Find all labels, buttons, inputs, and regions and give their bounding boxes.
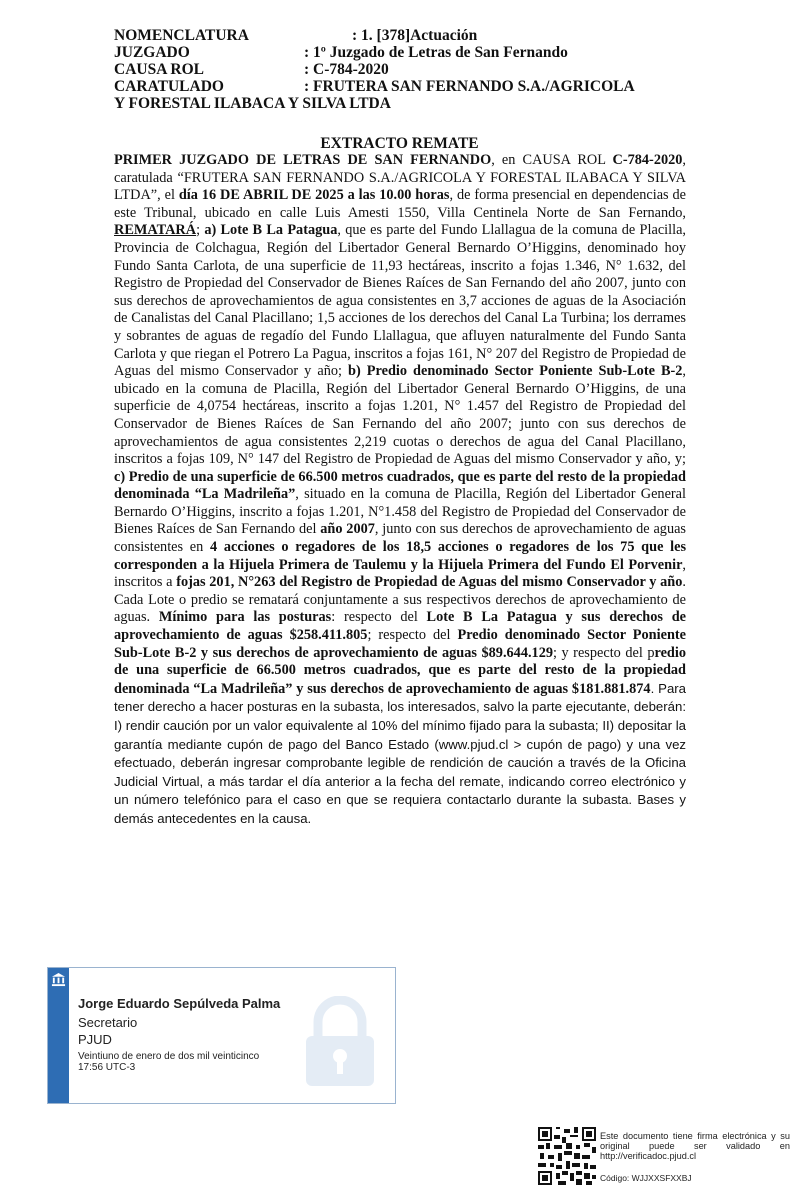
case-header	[114, 27, 694, 112]
verification-code: Código: WJJXXSFXXBJ	[600, 1173, 692, 1183]
extract-body	[114, 152, 686, 829]
text-segment: , junto con sus derechos de aprovechamiento de aguas consistentes en	[114, 521, 686, 556]
minimum-bids-label: Mínimo para las posturas	[158, 609, 332, 626]
signer-role: Secretario	[78, 1015, 138, 1030]
signature-details	[78, 996, 280, 1073]
text-segment: : respecto del	[331, 609, 427, 626]
qr-code-icon	[538, 1127, 596, 1185]
case-rol: C-784-2020	[612, 152, 683, 168]
text-segment: . Cada Lote o predio se rematará conjuntamente a sus respectivos derechos de aprovechamiento de aguas.	[114, 574, 686, 626]
caratulado-continuation: Y FORESTAL ILABACA Y SILVA LTDA	[114, 95, 391, 112]
text-segment: ;	[196, 222, 205, 239]
water-registry: fojas 201, N°263 del Registro de Propiedad de Aguas del mismo Conservador y año	[176, 574, 683, 591]
lot-b-description: , ubicado en la comuna de Placilla, Región del Libertador General Bernardo O’Higgins, de una superficie de 4,0754 hectáreas, inscrito a fojas 1.201, N° 1.457 del Registro de Propiedad del Conservador de Bienes Raíces de San Fernando del año 2007; junto con sus derechos de aprovechamientos de agua consistentes 2,219 cuotas o derechos de agua del Canal Placillano, inscritos a fojas 109, N° 147 del Registro de Propiedad de Aguas del mismo Conservador y año, y;	[114, 363, 686, 468]
water-shares: 4 acciones o regadores de los 18,5 acciones o regadores de los 75 que les corresponden a la Hijuela Primera de Taulemu y la Hijuela Primera del Fundo El Porvenir	[114, 539, 687, 573]
rematara-keyword: REMATARÁ	[114, 222, 197, 239]
document-title: EXTRACTO REMATE	[320, 135, 479, 152]
electronic-signature-box	[47, 967, 396, 1104]
juzgado-value: : 1º Juzgado de Letras de San Fernando	[304, 44, 568, 61]
lot-b-title: b) Predio denominado Sector Poniente Sub-Lote B-2	[348, 363, 683, 380]
text-segment: , de forma presencial en dependencias de este Tribunal, ubicado en calle Luis Amesti 1550, Villa Centinela Norte de San Fernando,	[114, 187, 686, 221]
lock-icon	[300, 996, 380, 1088]
text-segment: ; y respecto del p	[553, 644, 655, 661]
minimum-bid-lot-c: redio de una superficie de 66.500 metros cuadrados, que es parte del resto de la propiedad denominada “La Madrileña” y sus derechos de aprovechamiento de aguas $181.881.874	[114, 644, 687, 697]
minimum-bid-lot-b: Predio denominado Sector Poniente Sub-Lote B-2 y sus derechos de aprovechamiento de aguas $89.644.129	[114, 627, 687, 661]
bidding-conditions: . Para tener derecho a hacer posturas en la subasta, los interesados, salvo la parte ejecutante, deberán: I) rendir caución por un valor equivalente al 10% del mínimo fijado para la subasta; II) depositar la garantía mediante cupón de pago del Banco Estado (www.pjud.cl > cupón de pago) y una vez efectuado, deberán ingresar comprobante legible de rendición de caución a través de la Oficina Judicial Virtual, a más tardar el día anterior a la fecha del remate, indicando correo electrónico y un número telefónico para el caso en que se requiera contactarlo durante la subasta. Bases y demás antecedentes en la causa.	[114, 680, 686, 826]
nomenclatura-label: NOMENCLATURA	[114, 27, 249, 44]
caratulado-value: : FRUTERA SAN FERNANDO S.A./AGRICOLA	[304, 78, 635, 95]
nomenclatura-row	[114, 27, 694, 44]
courthouse-icon	[51, 972, 66, 987]
lot-c-title: c) Predio de una superficie de 66.500 metros cuadrados, que es parte del resto de la propiedad denominada “La Madrileña”	[114, 468, 686, 503]
text-segment: , inscritos a	[114, 556, 686, 591]
lot-a-description: , que es parte del Fundo Llallagua de la comuna de Placilla, Provincia de Colchagua, Región del Libertador General Bernardo O’Higgins, denominado hoy Fundo Santa Carlota, de una superficie de 11,93 hectáreas, inscrito a fojas 1.346, N° 1.632, del Registro de Propiedad del Conservador de Bienes Raíces de San Fernando del año 2007, junto con sus derechos de aprovechamientos de agua consistentes en 3,7 acciones de aguas de la Asociación de Canalistas del Canal Placillano; 1,5 acciones de los derechos del Canal La Turbina; los derrames y sobrantes de aguas de regadío del Fundo Llallagua, que afluyen naturalmente del Fundo Santa Carlota y que riegan el Potrero La Pagua, inscritos a fojas 161, N° 207 del Registro de Propiedad de Aguas del mismo Conservador y año;	[114, 222, 686, 380]
juzgado-row	[114, 44, 694, 61]
caratulado-label: CARATULADO	[114, 78, 224, 95]
auction-date: día 16 DE ABRIL DE 2025 a las 10.00 horas	[178, 187, 450, 204]
verification-notice	[600, 1131, 790, 1183]
text-segment: , caratulada “FRUTERA SAN FERNANDO S.A./AGRICOLA Y FORESTAL ILABACA Y SILVA LTDA”, el	[114, 152, 686, 204]
nomenclatura-value: : 1. [378]Actuación	[352, 27, 478, 44]
signer-org: PJUD	[78, 1032, 112, 1047]
caratulado-row	[114, 78, 694, 95]
text-segment: ; respecto del	[367, 627, 458, 644]
causa-label: CAUSA ROL	[114, 61, 205, 78]
signer-name: Jorge Eduardo Sepúlveda Palma	[78, 996, 281, 1011]
lot-c-description: , situado en la comuna de Placilla, Región del Libertador General Bernardo O’Higgins, inscrito a fojas 1.201, N°1.458 del Registro de Propiedad del Conservador de Bienes Raíces de San Fernando del	[114, 486, 687, 538]
signature-time: 17:56 UTC-3	[78, 1062, 136, 1073]
lot-a-title: a) Lote B La Patagua	[204, 222, 338, 239]
court-name: PRIMER JUZGADO DE LETRAS DE SAN FERNANDO	[114, 152, 492, 168]
juzgado-label: JUZGADO	[114, 44, 190, 61]
text-segment: , en CAUSA ROL	[491, 152, 613, 168]
causa-value: : C-784-2020	[304, 61, 389, 78]
signature-accent-bar	[48, 968, 69, 1103]
verification-text: Este documento tiene firma electrónica y su original puede ser validado en http://verificadoc.pjud.cl	[600, 1131, 790, 1161]
minimum-bid-lot-a: Lote B La Patagua y sus derechos de aprovechamiento de aguas $258.411.805	[114, 609, 686, 644]
signature-date: Veintiuno de enero de dos mil veinticinco	[78, 1051, 260, 1062]
year-2007: año 2007	[320, 521, 375, 538]
causa-row	[114, 61, 694, 78]
